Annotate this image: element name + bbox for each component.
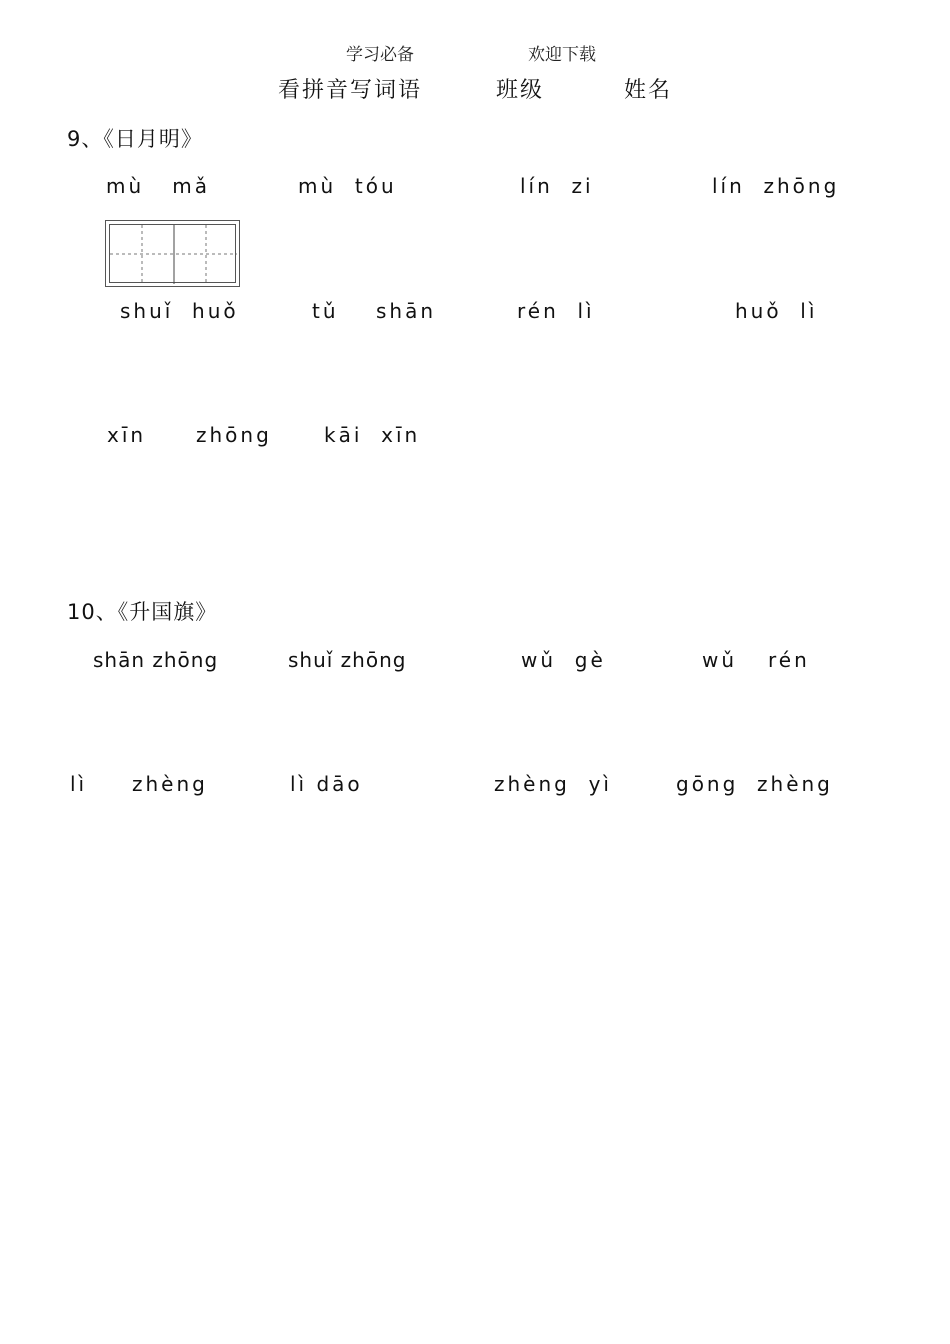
section-title-9: 9、《日月明》	[67, 127, 203, 151]
section-title-10: 10、《升国旗》	[67, 600, 218, 624]
tianzige-writing-box[interactable]	[105, 220, 240, 287]
header-right-text: 欢迎下载	[528, 45, 596, 65]
pinyin-word: tǔ	[312, 299, 339, 323]
pinyin-word: rén	[768, 648, 810, 672]
pinyin-word: kāi xīn	[324, 423, 421, 447]
pinyin-word: wǔ gè	[521, 648, 606, 672]
pinyin-word: shān	[376, 299, 437, 323]
pinyin-word: zhèng yì	[494, 772, 612, 796]
pinyin-word: wǔ	[702, 648, 738, 672]
pinyin-word: lì	[70, 772, 88, 796]
pinyin-word: shān zhōng	[93, 648, 219, 672]
pinyin-word: lín zi	[520, 174, 594, 198]
pinyin-word: xīn	[107, 423, 147, 447]
pinyin-word: zhèng	[132, 772, 208, 796]
pinyin-word: zhōng	[196, 423, 272, 447]
tianzige-guides	[106, 221, 241, 288]
pinyin-word: lì dāo	[290, 772, 363, 796]
class-label: 班级	[496, 78, 545, 103]
pinyin-word: huǒ lì	[735, 299, 818, 323]
header-left-text: 学习必备	[346, 45, 414, 65]
pinyin-word: lín zhōng	[712, 174, 840, 198]
pinyin-word: shuǐ huǒ	[120, 299, 239, 323]
name-label: 姓名	[624, 78, 673, 103]
pinyin-word: mù mǎ	[106, 174, 210, 198]
pinyin-word: mù tóu	[298, 174, 397, 198]
pinyin-word: rén lì	[517, 299, 595, 323]
pinyin-word: gōng zhèng	[676, 772, 833, 796]
pinyin-word: shuǐ zhōng	[288, 648, 407, 672]
worksheet-title: 看拼音写词语	[278, 78, 423, 103]
